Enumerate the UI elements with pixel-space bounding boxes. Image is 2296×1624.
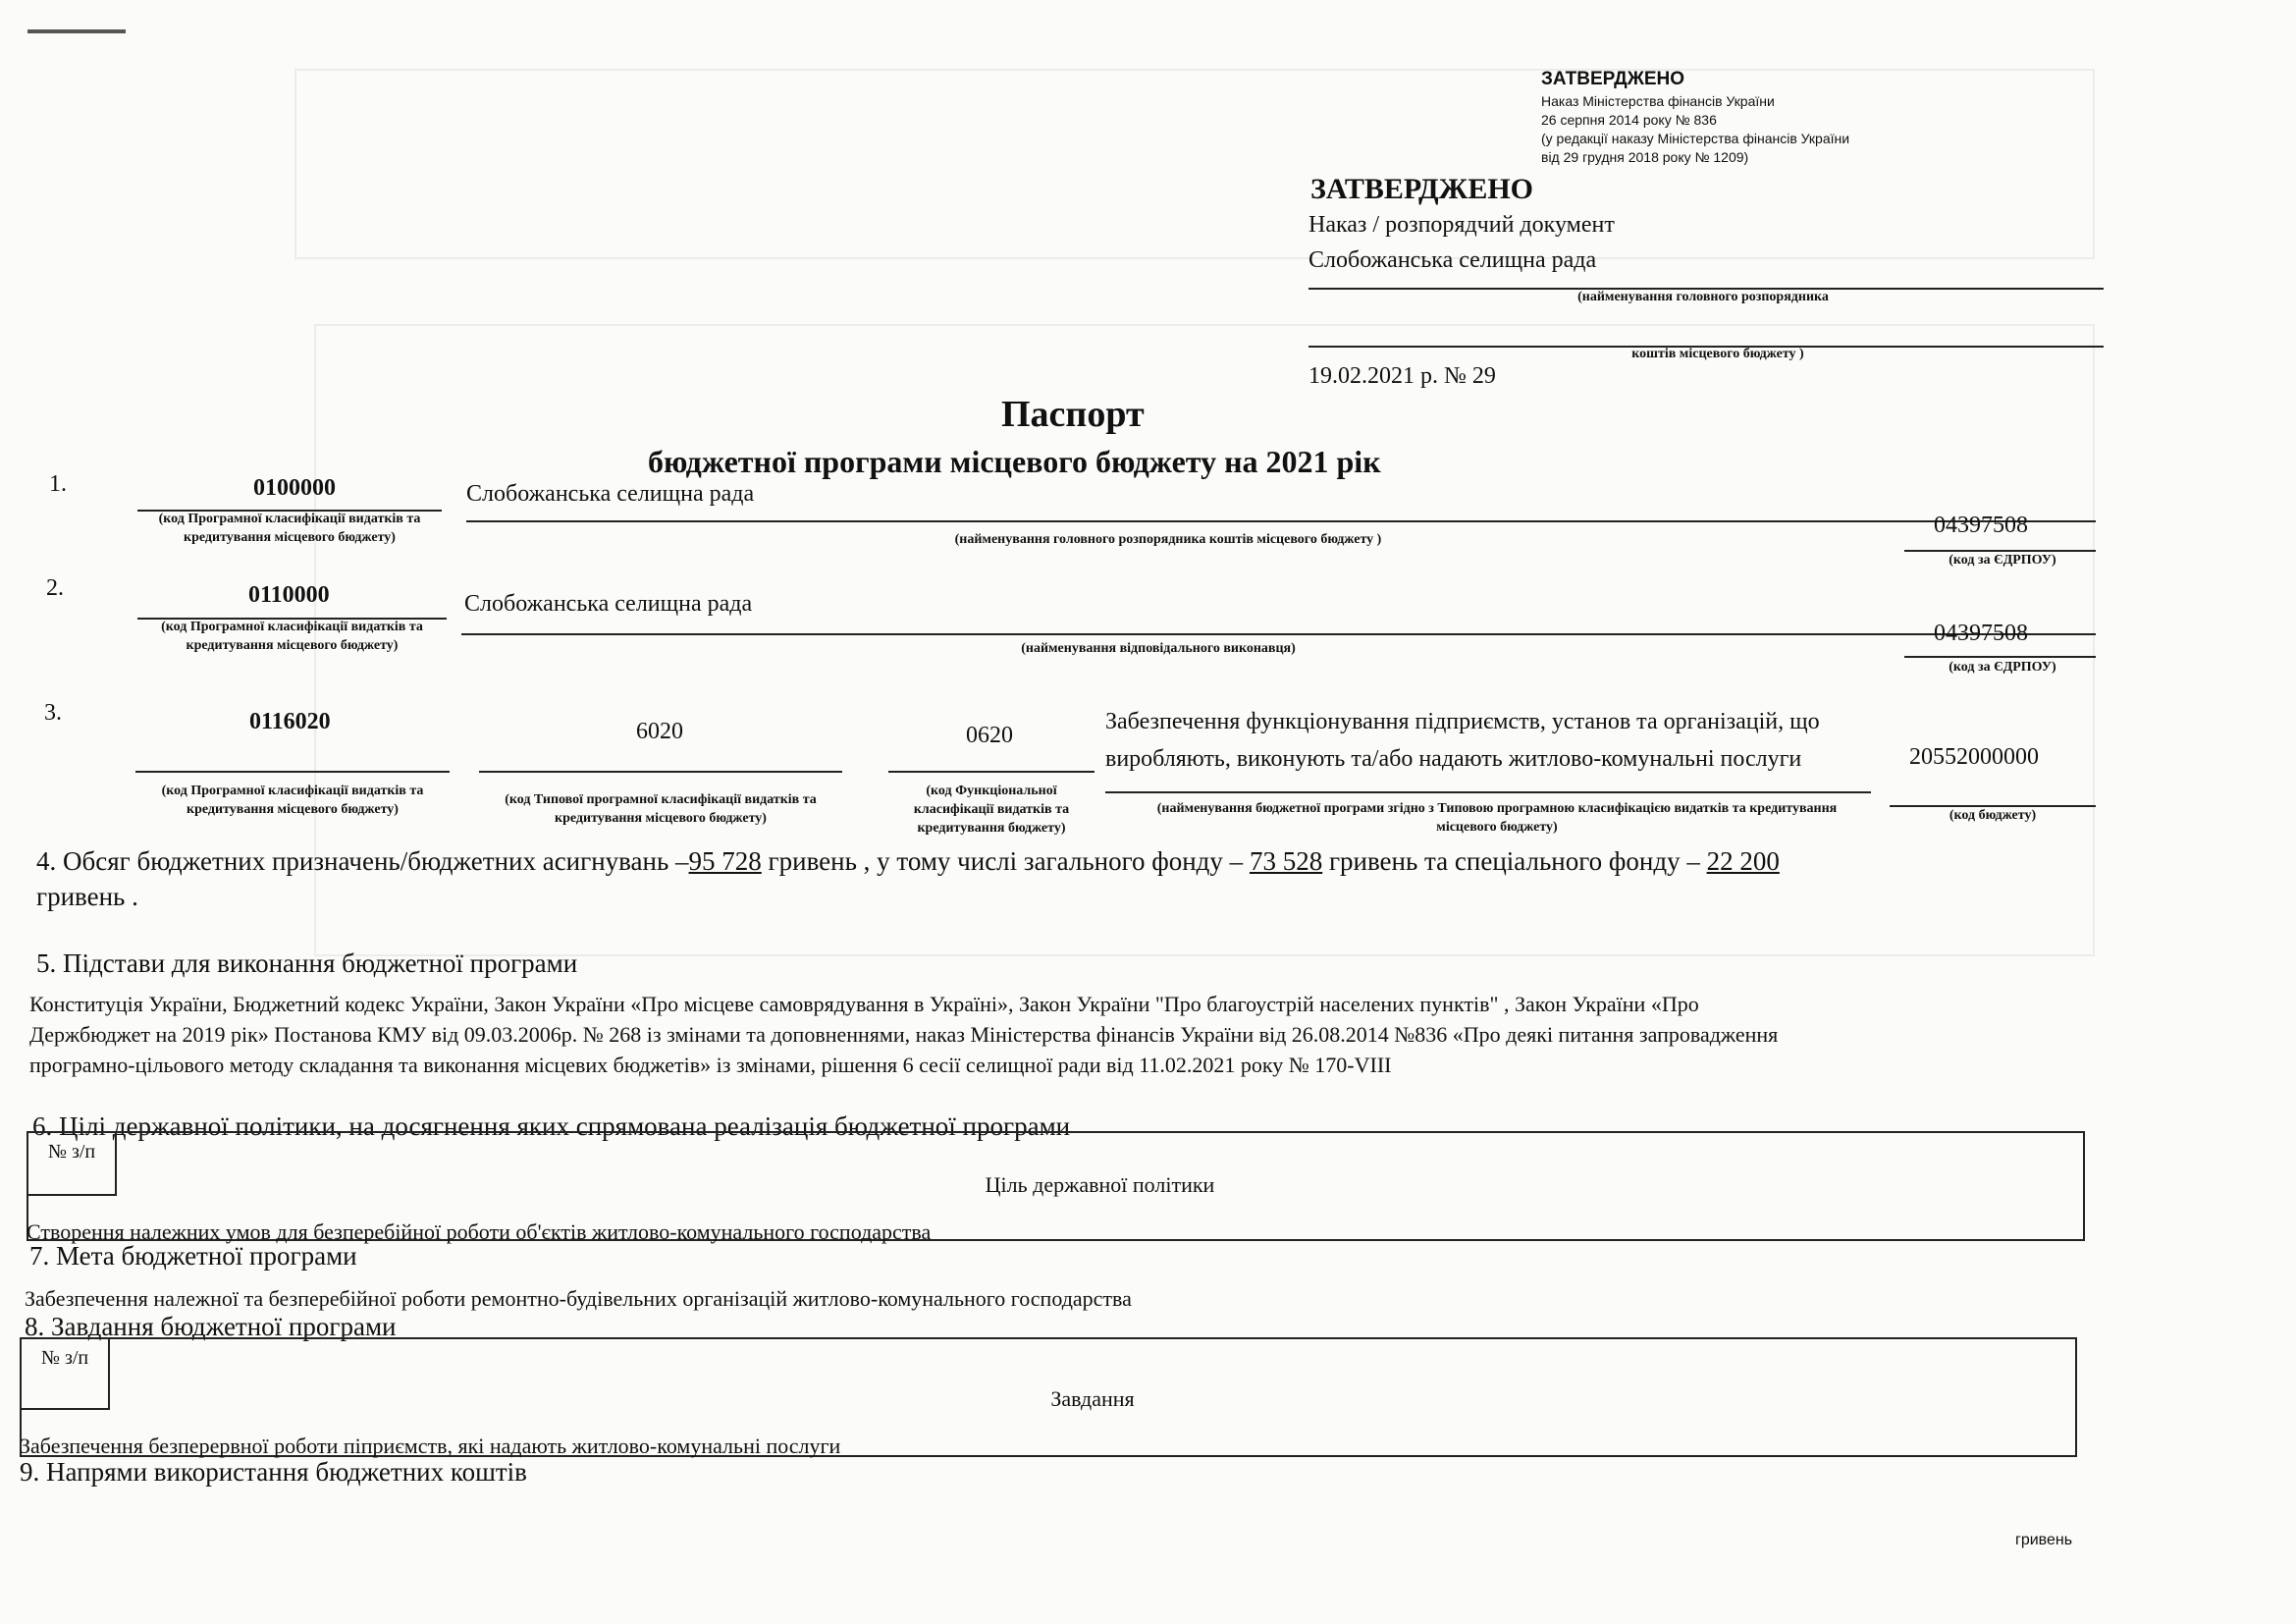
- row2-edrpou-caption: (код за ЄДРПОУ): [1949, 660, 2056, 675]
- stamp-title: ЗАТВЕРДЖЕНО: [1541, 69, 1685, 89]
- stamp-line-2: 26 серпня 2014 року № 836: [1541, 112, 1717, 128]
- approval-title: ЗАТВЕРДЖЕНО: [1310, 173, 1533, 205]
- section6-col-goal: Ціль державної політики: [985, 1172, 1215, 1197]
- row3-number: 3.: [44, 700, 62, 726]
- section9-unit: гривень: [2015, 1532, 2073, 1548]
- section5-text-line2: Держбюджет на 2019 рік» Постанова КМУ від 09.03.2006р. № 268 із змінами та доповненнями, наказ Міністерства фінансів України від 26.08.2014 №836 «Про деякі питання запровадження: [29, 1022, 1779, 1047]
- section5-text-line1: Конституція України, Бюджетний кодекс України, Закон України «Про місцеве самоврядування в Україні», Закон України "Про благоустрій населених пунктів" , Закон України «Про: [29, 992, 1699, 1016]
- approval-org-caption-2: коштів місцевого бюджету ): [1631, 347, 1804, 361]
- row3-code-underline: [135, 771, 450, 773]
- approval-org: Слобожанська селищна рада: [1308, 247, 1597, 273]
- row2-program-code: 0110000: [248, 582, 330, 608]
- section4-general-fund: 73 528: [1249, 846, 1323, 876]
- section4-total: 95 728: [688, 846, 762, 876]
- row1-edrpou-caption: (код за ЄДРПОУ): [1949, 553, 2056, 568]
- section6-item: Створення належних умов для безперебійної роботи об'єктів житлово-комунального господарства: [27, 1219, 932, 1244]
- row2-code-caption: (код Програмної класифікації видатків та кредитування місцевого бюджету): [161, 620, 423, 653]
- bleed-through-table-top: [294, 69, 2095, 259]
- row3-budget-code: 20552000000: [1909, 744, 2039, 770]
- section4-line1: [36, 846, 1780, 877]
- section8-col-number: № з/п: [22, 1339, 110, 1410]
- row3-typical-caption: (код Типової програмної класифікації видатків та кредитування місцевого бюджету): [505, 792, 817, 826]
- section4-text-3: гривень та спеціального фонду –: [1322, 846, 1707, 876]
- row1-name-underline: [466, 520, 2096, 522]
- row3-program-name-line1: Забезпечення функціонування підприємств, установ та організацій, що: [1105, 709, 1820, 734]
- row1-name-caption: (найменування головного розпорядника коштів місцевого бюджету ): [954, 532, 1382, 547]
- row2-edrpou: 04397508: [1934, 621, 2028, 646]
- row1-edrpou: 04397508: [1934, 513, 2028, 538]
- stamp-line-3: (у редакції наказу Міністерства фінансів України: [1541, 131, 1850, 146]
- stamp-line-4: від 29 грудня 2018 року № 1209): [1541, 149, 1749, 165]
- section6-col-number: № з/п: [28, 1133, 117, 1196]
- document-title: Паспорт: [1001, 394, 1145, 435]
- section4-line2: гривень .: [36, 882, 138, 911]
- row3-program-code: 0116020: [249, 709, 331, 734]
- approval-org-caption: (найменування головного розпорядника: [1577, 290, 1829, 304]
- row1-name: Слобожанська селищна рада: [466, 481, 755, 507]
- row2-number: 2.: [46, 575, 64, 601]
- row3-budget-caption: (код бюджету): [1949, 808, 2037, 823]
- row3-typical-code: 6020: [636, 719, 683, 744]
- section4-text-2: гривень , у тому числі загального фонду –: [761, 846, 1250, 876]
- row3-program-underline: [1105, 791, 1871, 793]
- row3-program-caption: (найменування бюджетної програми згідно з Типовою програмною класифікацією видатків та кредитування місцевого бюджету): [1156, 801, 1838, 835]
- section4-special-fund: 22 200: [1706, 846, 1780, 876]
- approval-doc-type: Наказ / розпорядчий документ: [1308, 212, 1615, 238]
- row3-typical-underline: [479, 771, 842, 773]
- row2-name-caption: (найменування відповідального виконавця): [1021, 641, 1296, 656]
- page-corner-mark: [27, 29, 126, 33]
- section7-text: Забезпечення належної та безперебійної роботи ремонтно-будівельних організацій житлово-комунального господарства: [25, 1286, 1132, 1311]
- document-subtitle: бюджетної програми місцевого бюджету на 2021 рік: [648, 444, 1381, 479]
- row3-functional-caption: (код Функціональної класифікації видатків та кредитування бюджету): [913, 784, 1070, 836]
- row3-code-caption: (код Програмної класифікації видатків та кредитування місцевого бюджету): [161, 784, 424, 817]
- section5-title: 5. Підстави для виконання бюджетної програми: [36, 948, 578, 978]
- row3-functional-underline: [888, 771, 1095, 773]
- stamp-line-1: Наказ Міністерства фінансів України: [1541, 93, 1775, 109]
- row3-program-name-line2: виробляють, виконують та/або надають житлово-комунальні послуги: [1105, 746, 1802, 772]
- section8-title: 8. Завдання бюджетної програми: [25, 1312, 397, 1341]
- section6-title: 6. Цілі державної політики, на досягнення яких спрямована реалізація бюджетної програми: [32, 1111, 1071, 1141]
- row1-number: 1.: [49, 471, 67, 497]
- row1-code-caption: (код Програмної класифікації видатків та кредитування місцевого бюджету): [158, 512, 421, 545]
- row2-edrpou-underline: [1904, 656, 2096, 658]
- section5-text-line3: програмно-цільового методу складання та виконання місцевих бюджетів» із змінами, рішення 6 сесії селищної ради від 11.02.2021 року № 170-VIII: [29, 1053, 1392, 1077]
- row2-name: Слобожанська селищна рада: [464, 591, 753, 617]
- row2-name-underline: [461, 633, 2096, 635]
- section7-title: 7. Мета бюджетної програми: [29, 1241, 357, 1271]
- row3-functional-code: 0620: [966, 723, 1013, 748]
- section8-col-task: Завдання: [1050, 1386, 1135, 1411]
- section6-header-divider: [117, 1194, 2083, 1196]
- section9-title: 9. Напрями використання бюджетних коштів: [20, 1457, 527, 1487]
- section8-item: Забезпечення безперервної роботи піприємств, які надають житлово-комунальні послуги: [20, 1434, 841, 1458]
- approval-date-number: 19.02.2021 р. № 29: [1308, 363, 1496, 389]
- row1-program-code: 0100000: [253, 475, 336, 501]
- section4-text-1: 4. Обсяг бюджетних призначень/бюджетних асигнувань –: [36, 846, 689, 876]
